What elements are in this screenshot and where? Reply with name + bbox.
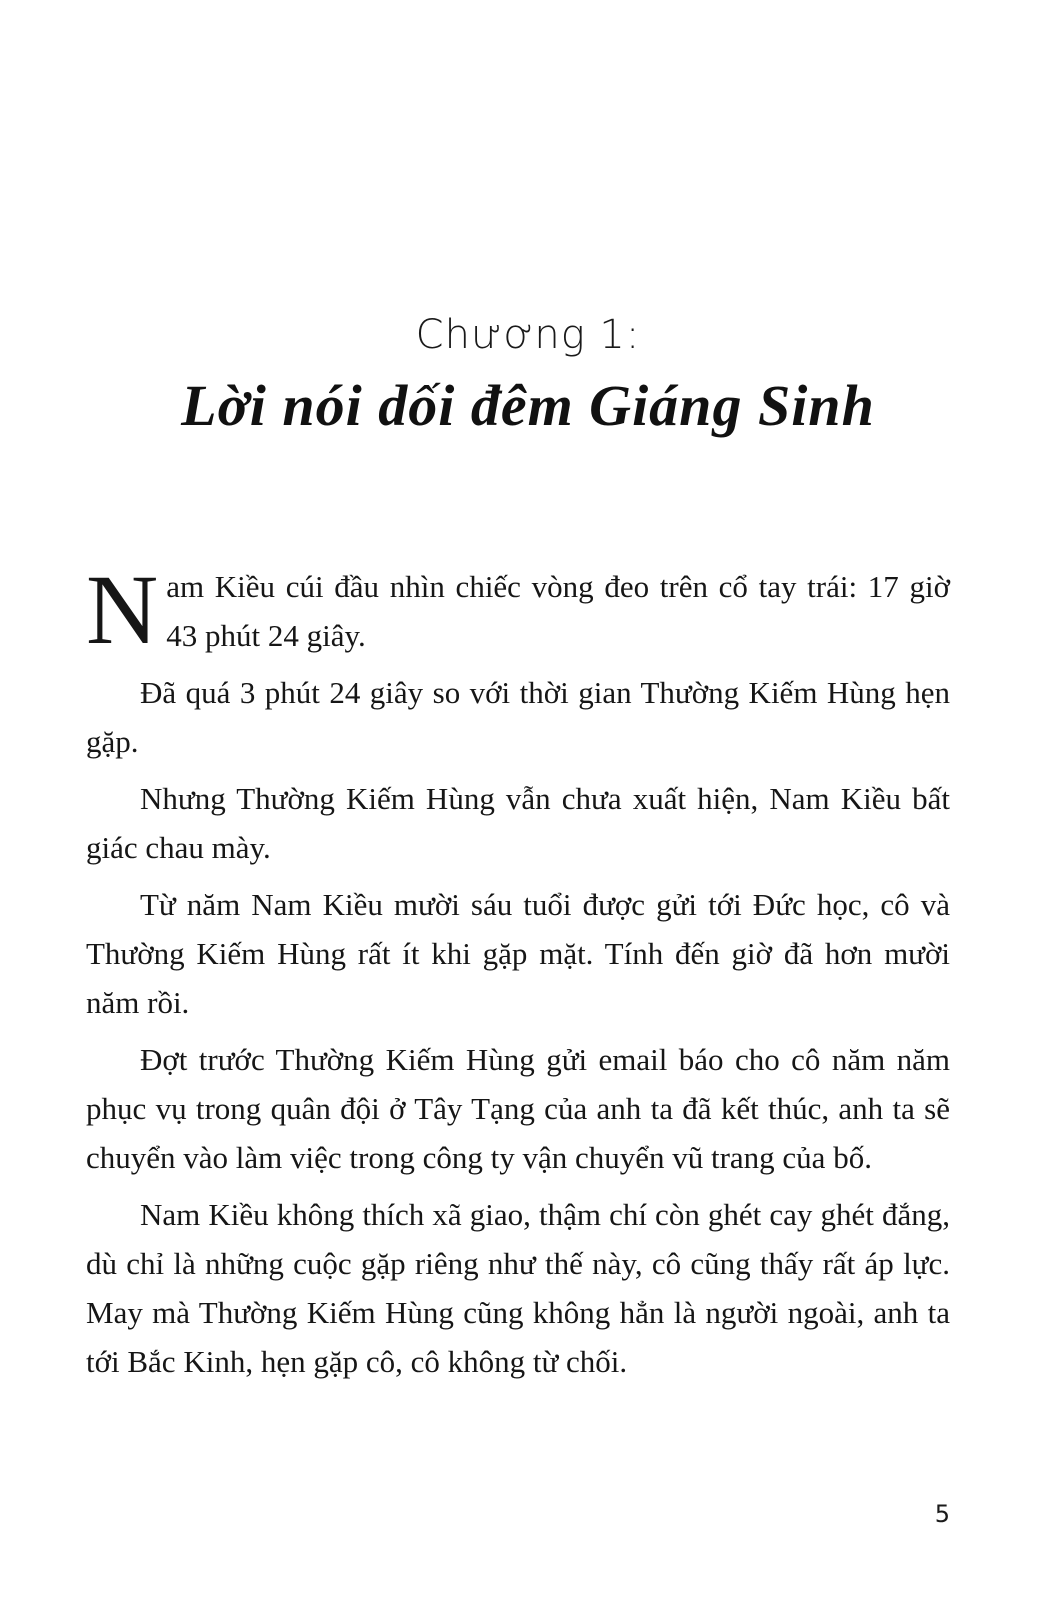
- chapter-number: Chương 1:: [415, 312, 641, 358]
- paragraph: Nam Kiều không thích xã giao, thậm chí còn ghét cay ghét đắng, dù chỉ là những cuộc gặp riêng như thế này, cô cũng thấy rất áp lực. May mà Thường Kiếm Hùng cũng không hẳn là người ngoài, anh ta tới Bắc Kinh, hẹn gặp cô, cô không từ chối.: [86, 1197, 950, 1379]
- chapter-title: Lời nói dối đêm Giáng Sinh: [181, 373, 875, 438]
- paragraph: Đợt trước Thường Kiếm Hùng gửi email báo cho cô năm năm phục vụ trong quân đội ở Tây Tạng của anh ta đã kết thúc, anh ta sẽ chuyển vào làm việc trong công ty vận chuyển vũ trang của bố.: [86, 1042, 950, 1175]
- paragraph: Đã quá 3 phút 24 giây so với thời gian Thường Kiếm Hùng hẹn gặp.: [86, 675, 950, 759]
- paragraph: [86, 554, 950, 665]
- chapter-body: [86, 554, 950, 1394]
- paragraph-text: am Kiều cúi đầu nhìn chiếc vòng đeo trên cổ tay trái: 17 giờ 43 phút 24 giây.: [166, 569, 950, 653]
- paragraph: Từ năm Nam Kiều mười sáu tuổi được gửi tới Đức học, cô và Thường Kiếm Hùng rất ít khi gặp mặt. Tính đến giờ đã hơn mười năm rồi.: [86, 887, 950, 1020]
- page-number: 5: [934, 1500, 950, 1528]
- paragraph: Nhưng Thường Kiếm Hùng vẫn chưa xuất hiện, Nam Kiều bất giác chau mày.: [86, 781, 950, 865]
- drop-cap: N: [86, 554, 159, 665]
